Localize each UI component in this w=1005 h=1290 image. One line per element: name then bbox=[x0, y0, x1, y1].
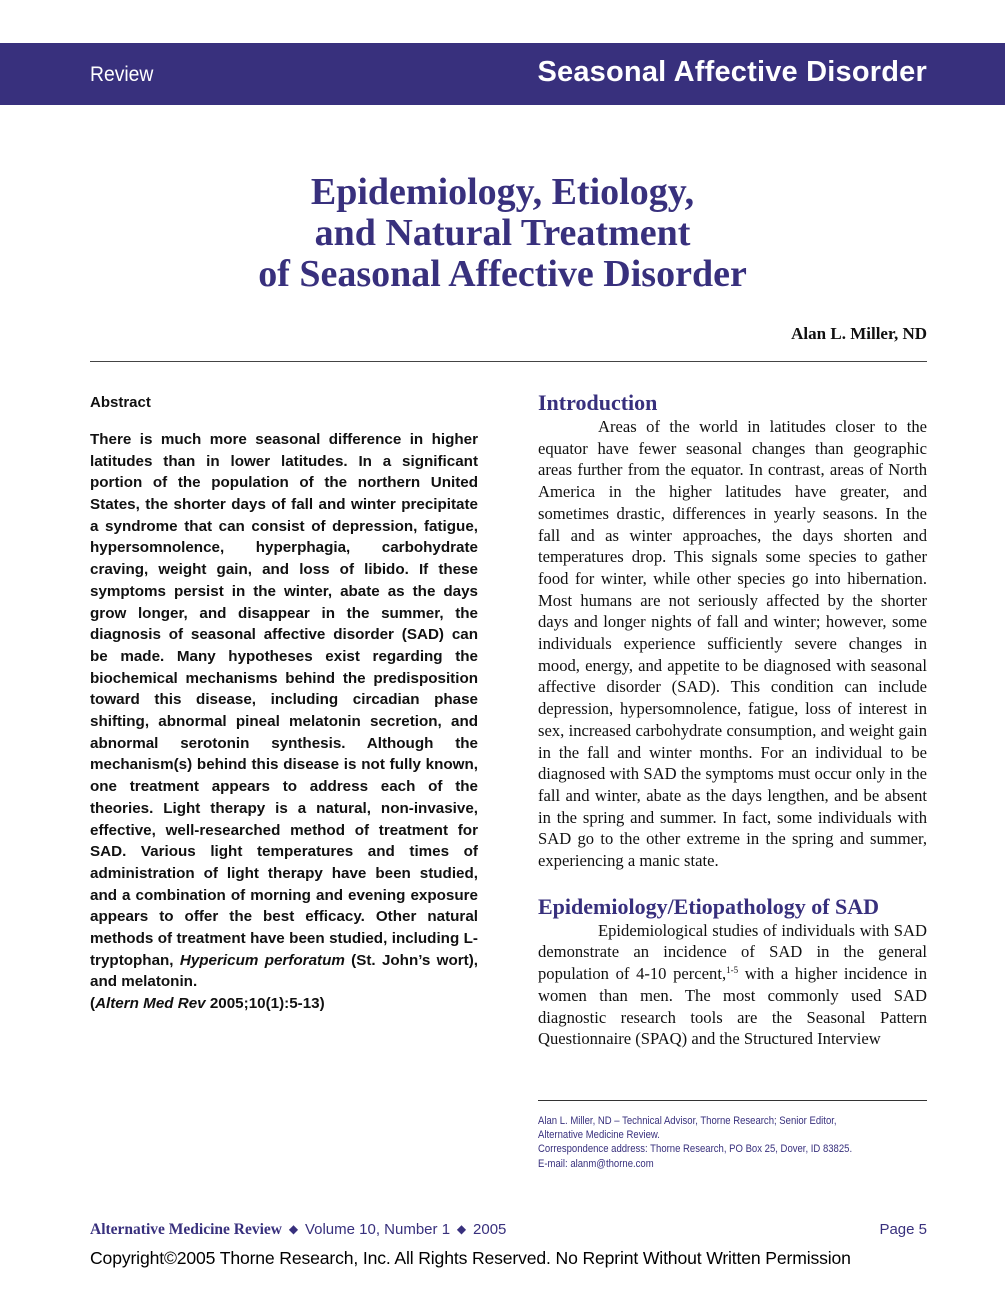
diamond-icon: ◆ bbox=[456, 1222, 467, 1236]
footnote-divider bbox=[538, 1100, 927, 1101]
header-divider bbox=[90, 361, 927, 362]
footnote-email[interactable]: E-mail: alanm@thorne.com bbox=[538, 1157, 654, 1170]
footnote-line: Alternative Medicine Review. bbox=[538, 1129, 660, 1142]
abstract-heading: Abstract bbox=[90, 394, 151, 411]
abstract-text-tail: (St. John’s wort), and melatonin. bbox=[90, 951, 478, 991]
footnote-line: Alan L. Miller, ND – Technical Advisor, Thorne Research; Senior Editor, bbox=[538, 1115, 837, 1127]
topic-label: Seasonal Affective Disorder bbox=[537, 56, 927, 88]
journal-footer bbox=[90, 1221, 927, 1243]
title-line-3: of Seasonal Affective Disorder bbox=[258, 253, 747, 295]
paragraph-text: with a higher incidence in women than men. The most commonly used SAD diagnostic research tools are the Seasonal Pattern Questionnaire (SPAQ) and the Structured Interview bbox=[538, 964, 927, 1049]
section-epidemiology bbox=[538, 894, 927, 1050]
citation-journal: Altern Med Rev bbox=[95, 995, 206, 1013]
article-title bbox=[0, 172, 1005, 295]
main-column bbox=[538, 390, 927, 1050]
title-line-2: and Natural Treatment bbox=[314, 212, 691, 254]
section-heading: Epidemiology/Etiopathology of SAD bbox=[538, 893, 880, 919]
abstract-body bbox=[90, 429, 478, 1015]
reference-superscript[interactable]: 1-5 bbox=[726, 965, 739, 976]
diamond-icon: ◆ bbox=[288, 1222, 299, 1236]
header-banner bbox=[0, 43, 1005, 105]
page-number: Page 5 bbox=[879, 1221, 927, 1238]
abstract-italic-term: Hypericum bbox=[179, 951, 259, 969]
journal-name: Alternative Medicine Review bbox=[90, 1221, 282, 1238]
abstract-text: There is much more seasonal difference in higher latitudes than in lower latitudes. In a significant portion of the population of the northern United States, the shorter days of fall and winter precipitate a syndrome that can consist of depression, fatigue, hypersomnolence, hyperphagia, carbohydrate craving, weight gain, and loss of libido. If these symptoms persist in the winter, abate as the days grow longer, and disappear in the summer, the diagnosis of seasonal affective disorder (SAD) can be made. Many hypotheses exist regarding the biochemical mechanisms behind the predisposition toward this disease, including circadian phase shifting, abnormal pineal melatonin secretion, and abnormal serotonin synthesis. Although the mechanism(s) behind this disease is not fully known, one treatment appears to address each of the theories. Light therapy is a natural, non-invasive, effective, well-researched method of treatment for SAD. Various light temperatures and times of administration of light therapy have been studied, and a combination of morning and evening exposure appears to offer the best efficacy. Other natural methods of treatment have been studied, including L-tryptophan, bbox=[90, 430, 478, 969]
section-heading: Introduction bbox=[538, 390, 658, 415]
abstract bbox=[90, 392, 478, 1030]
author-byline: Alan L. Miller, ND bbox=[791, 324, 927, 343]
section-paragraph bbox=[538, 920, 927, 1050]
section-introduction bbox=[538, 390, 927, 872]
journal-year: 2005 bbox=[473, 1221, 507, 1238]
title-line-1: Epidemiology, Etiology, bbox=[310, 171, 695, 213]
footnote-line: Correspondence address: Thorne Research, PO Box 25, Dover, ID 83825. bbox=[538, 1143, 853, 1156]
copyright-notice: Copyright©2005 Thorne Research, Inc. All Rights Reserved. No Reprint Without Written Permission bbox=[90, 1248, 851, 1268]
abstract-italic-term: perforatum bbox=[264, 951, 345, 969]
citation-paren: ( bbox=[90, 995, 96, 1013]
section-paragraph: Areas of the world in latitudes closer to the equator have fewer seasonal changes than geographic areas further from the equator. In contrast, areas of North America in the higher latitudes have greater, and sometimes drastic, differences in yearly seasons. In the fall and as winter approaches, the days shorten and temperatures drop. This signals some species to gather food for winter, while other species go into hibernation. Most humans are not seriously affected by the shorter days and longer nights of fall and winter; however, some individuals experience sufficiently severe changes in mood, energy, and appetite to be diagnosed with seasonal affective disorder (SAD). This condition can include depression, hypersomnolence, fatigue, loss of interest in sex, increased carbohydrate consumption, and weight gain in the fall and winter months. For an individual to be diagnosed with SAD the symptoms must occur only in the fall and winter, abate as the days lengthen, and be absent in the spring and summer. In fact, some individuals with SAD go to the other extreme in the spring and summer, experiencing a manic state. bbox=[538, 417, 927, 871]
section-label: Review bbox=[90, 63, 154, 86]
journal-volume: Volume 10, Number 1 bbox=[304, 1221, 451, 1238]
author-footnote bbox=[538, 1114, 934, 1171]
paragraph-text: Epidemiological studies of individuals with SAD demonstrate an incidence of SAD in the general population of 4-10 percent, bbox=[538, 920, 927, 984]
citation-details: 2005;10(1):5-13) bbox=[205, 995, 325, 1013]
